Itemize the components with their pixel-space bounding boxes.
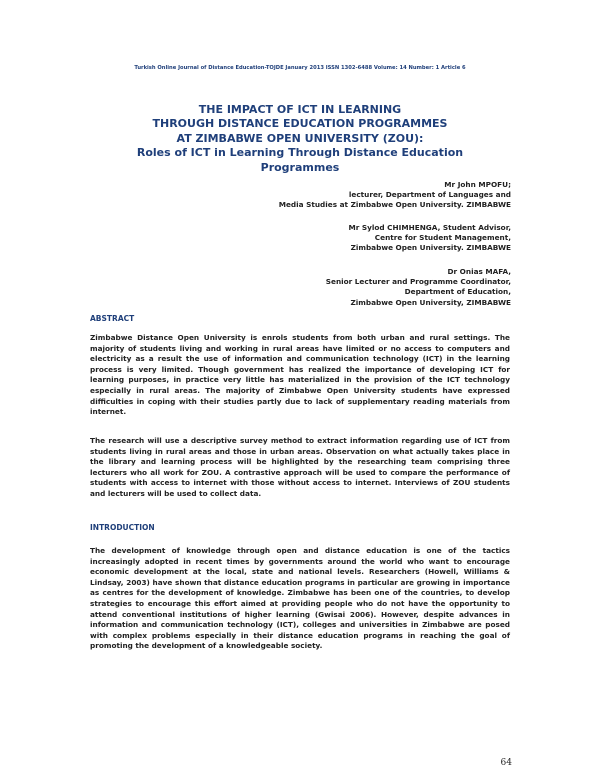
introduction-paragraph-1: The development of knowledge through open and distance education is one of the tactics increasingly adopted in recent times by governments around the world who want to encourage economic development at the local, state and national levels. Researchers (Howell, Williams & Lindsay, 2003) have shown that distance education programs in particular are growing in importance as centres for the development of knowledge. Zimbabwe has been one of the countries, to develop strategies to encourage this effort aimed at providing people who do not have the opportunity to attend conventional institutions of higher learning (Gwisai 2006). However, despite advances in information and communication technology (ICT), colleges and universities in Zimbabwe are posed with complex problems especially in their distance education programs in reaching the goal of promoting the development of a knowledgeable society.: [90, 546, 510, 651]
author-affiliation: Zimbabwe Open University. ZIMBABWE: [350, 243, 511, 253]
author-block-2: [348, 223, 511, 254]
page-number: 64: [500, 758, 512, 768]
journal-header: Turkish Online Journal of Distance Education-TOJDE January 2013 ISSN 1302-6488 Volume: 14 Number: 1 Article 6: [134, 65, 466, 71]
author-name: Dr Onias MAFA,: [447, 267, 511, 276]
abstract-paragraph-1: Zimbabwe Distance Open University is enrols students from both urban and rural settings. The majority of students living and working in rural areas have limited or no access to computers and electricity as a result the use of information and communication technology (ICT) in the learning process is very limited. Though government has realized the importance of developing ICT for learning purposes, in practice very little has materialized in the provision of the ICT technology especially in rural areas. The majority of Zimbabwe Open University students have expressed difficulties in coping with their studies partly due to lack of supplementary reading materials from internet.: [90, 333, 510, 417]
introduction-heading: INTRODUCTION: [90, 523, 155, 532]
article-title: [80, 103, 520, 175]
author-affiliation: Senior Lecturer and Programme Coordinator,: [325, 277, 511, 287]
abstract-heading: ABSTRACT: [90, 314, 135, 323]
author-block-1: [279, 180, 511, 211]
author-block-3: [326, 267, 511, 308]
author-affiliation: Zimbabwe Open University, ZIMBABWE: [350, 297, 511, 307]
subtitle-line: Programmes: [260, 160, 340, 174]
author-affiliation: Media Studies at Zimbabwe Open University. ZIMBABWE: [278, 200, 511, 210]
subtitle-line: Roles of ICT in Learning Through Distance Education: [136, 146, 464, 160]
author-affiliation: Department of Education,: [404, 287, 511, 297]
author-name: Mr Sylod CHIMHENGA, Student Advisor,: [348, 223, 511, 232]
author-affiliation: lecturer, Department of Languages and: [348, 190, 511, 200]
author-name: Mr John MPOFU;: [444, 180, 511, 189]
title-line: THE IMPACT OF ICT IN LEARNING: [198, 103, 402, 116]
abstract-paragraph-2: The research will use a descriptive survey method to extract information regarding use of ICT from students living in rural areas and those in urban areas. Observation on what actually takes place in the library and learning process will be highlighted by the researching team comprising three lecturers who all work for ZOU. A contrastive approach will be used to compare the performance of students with access to internet with those without access to internet. Interviews of ZOU students and lecturers will be used to collect data.: [90, 436, 510, 498]
author-affiliation: Centre for Student Management,: [374, 233, 511, 243]
title-line: AT ZIMBABWE OPEN UNIVERSITY (ZOU):: [176, 131, 424, 145]
title-line: THROUGH DISTANCE EDUCATION PROGRAMMES: [152, 117, 448, 131]
